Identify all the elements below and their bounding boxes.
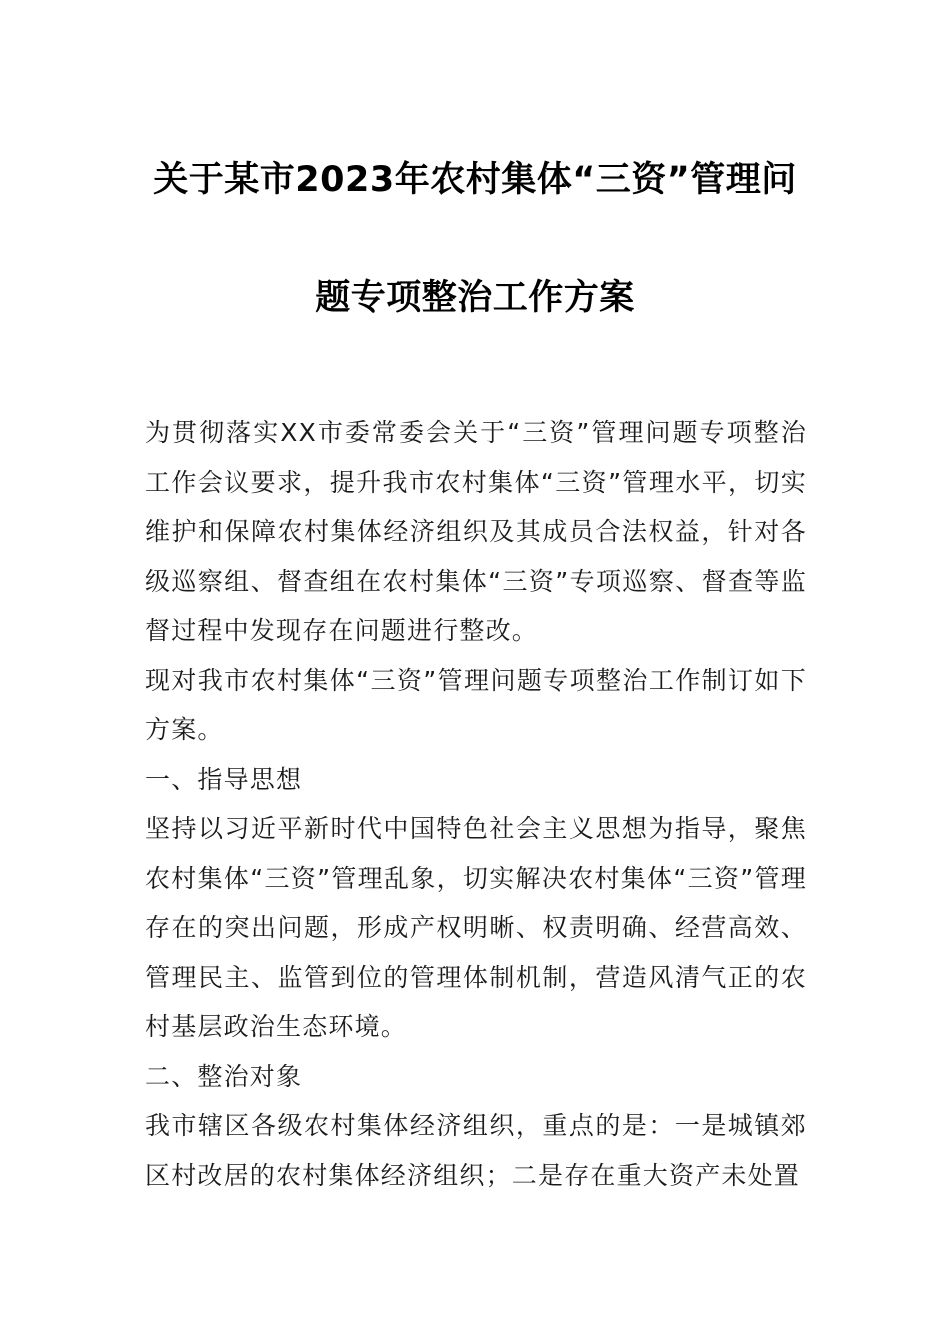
document-title-line-2: 题专项整治工作方案 (315, 278, 635, 318)
section-text-guiding-ideology: 坚持以习近平新时代中国特色社会主义思想为指导，聚焦农村集体“三资”管理乱象，切实解决农村集体“三资”管理存在的突出问题，形成产权明晰、权责明确、经营高效、管理民主、监管到位的管理体制机制，营造风清气正的农村基层政治生态环境。 (145, 814, 807, 1041)
section-heading-guiding-ideology: 一、指导思想 (145, 764, 303, 794)
plan-statement-paragraph: 现对我市农村集体“三资”管理问题专项整治工作制订如下方案。 (145, 665, 807, 744)
section-text-rectification-targets: 我市辖区各级农村集体经济组织，重点的是：一是城镇郊区村改居的农村集体经济组织；二是存在重大资产未处置 (145, 1111, 807, 1190)
section-heading-rectification-targets: 二、整治对象 (145, 1061, 303, 1091)
intro-paragraph: 为贯彻落实XX市委常委会关于“三资”管理问题专项整治工作会议要求，提升我市农村集体“三资”管理水平，切实维护和保障农村集体经济组织及其成员合法权益，针对各级巡察组、督查组在农村集体“三资”专项巡察、督查等监督过程中发现存在问题进行整改。 (145, 418, 807, 645)
document-body (145, 408, 807, 1200)
document-title-line-1: 关于某市2023年农村集体“三资”管理问 (153, 160, 797, 200)
